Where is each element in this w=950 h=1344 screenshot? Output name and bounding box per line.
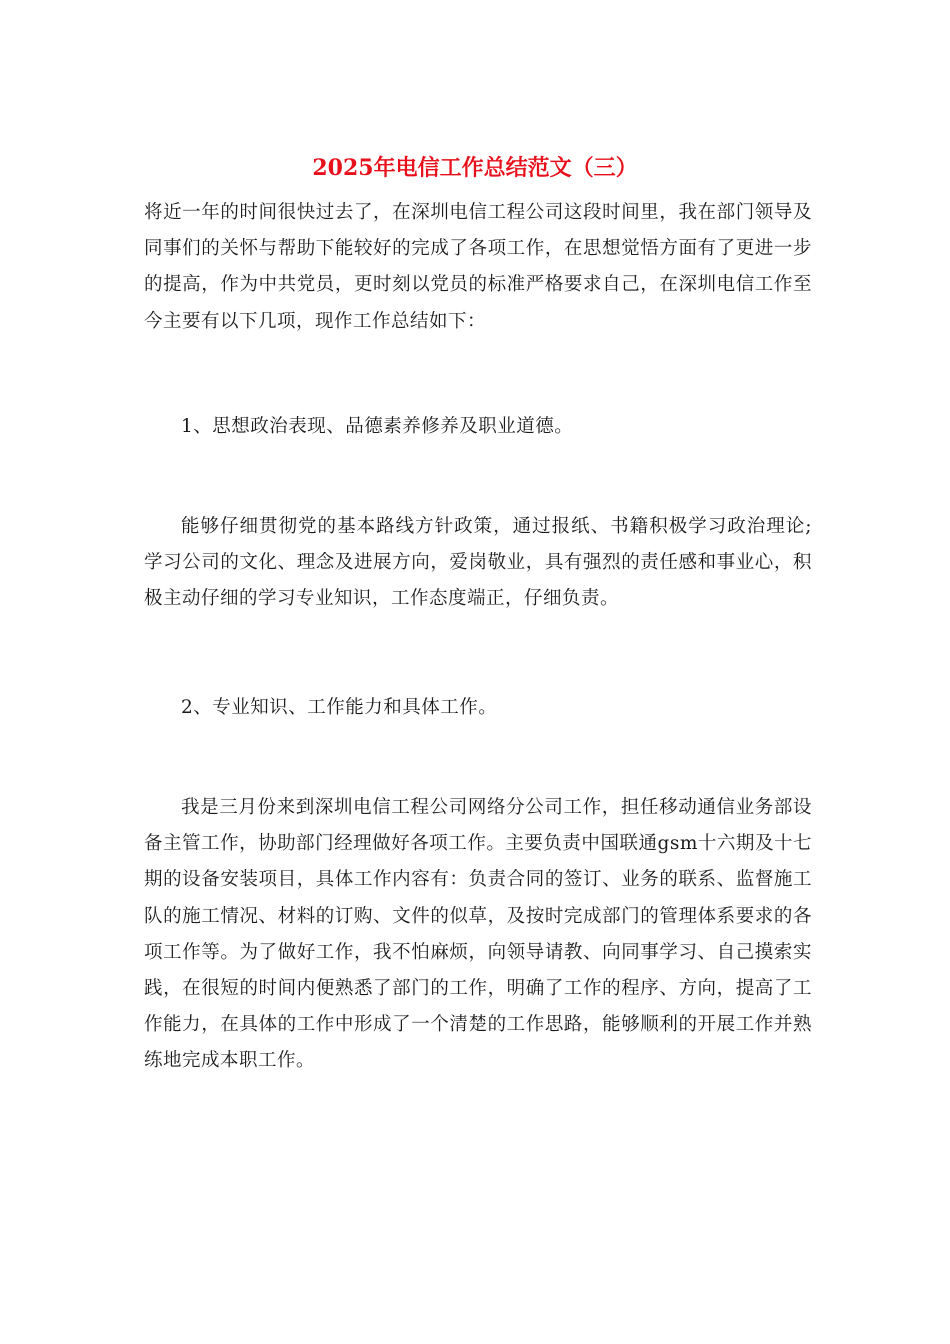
section-heading-2: 2、专业知识、工作能力和具体工作。 [181,697,498,718]
document-title: 2025年电信工作总结范文（三） [312,155,638,181]
section-heading-1: 1、思想政治表现、品德素养修养及职业道德。 [181,416,574,437]
intro-paragraph: 将近一年的时间很快过去了，在深圳电信工程公司这段时间里，我在部门领导及同事们的关怀与帮助下能较好的完成了各项工作，在思想觉悟方面有了更进一步的提高，作为中共党员，更时刻以党员的标准严格要求自己，在深圳电信工作至今主要有以下几项，现作工作总结如下： [144,202,812,332]
section-2-body-paragraph: 我是三月份来到深圳电信工程公司网络分公司工作，担任移动通信业务部设备主管工作，协助部门经理做好各项工作。主要负责中国联通gsm十六期及十七期的设备安装项目，具体工作内容有：负责合同的签订、业务的联系、监督施工队的施工情况、材料的订购、文件的似草，及按时完成部门的管理体系要求的各项工作等。为了做好工作，我不怕麻烦，向领导请教、向同事学习、自己摸索实践，在很短的时间内便熟悉了部门的工作，明确了工作的程序、方向，提高了工作能力，在具体的工作中形成了一个清楚的工作思路，能够顺利的开展工作并熟练地完成本职工作。 [144,797,812,1072]
section-1-body-paragraph: 能够仔细贯彻党的基本路线方针政策，通过报纸、书籍积极学习政治理论;学习公司的文化、理念及进展方向，爱岗敬业，具有强烈的责任感和事业心，积极主动仔细的学习专业知识，工作态度端正，仔细负责。 [144,516,812,610]
